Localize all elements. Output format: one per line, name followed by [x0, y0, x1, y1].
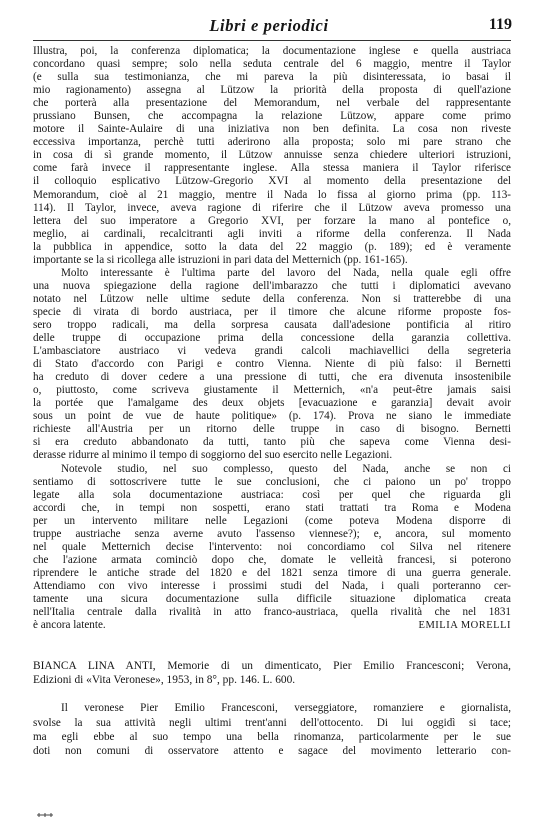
text-line: eccessiva importanza, perchè tutti aderirono alla proposta; solo mi pare strano che: [33, 136, 511, 149]
text-line: ha creduto di dover cedere a una pressione di tutti, che era divenuta insostenibile: [33, 371, 511, 384]
text-line: (e sulla sua testimonianza, che mi pareva la più disinteressata, io basai il: [33, 71, 511, 84]
text-line: delle truppe di occupazione prima della concessione della garanzia collettiva.: [33, 332, 511, 345]
text-line: accordi che, in tempi non sospetti, erano stati trattati tra Roma e Modena: [33, 501, 511, 514]
text-line: la pubblica in appendice, sotto la data del 22 maggio (p. 189); ed è veramente: [33, 240, 511, 253]
text-line: Molto interessante è l'ultima parte del lavoro del Nada, nella quale egli offre: [61, 266, 511, 279]
text-line: legate alla sola documentazione austriaca: così per quel che riguarda gli: [33, 488, 511, 501]
text-line: nel quale Metternich decise l'intervento: noi concordiamo col Silva nel ritenere: [33, 540, 511, 553]
page-body: [33, 45, 511, 758]
text-line: Notevole studio, nel suo complesso, questo del Nada, anche se non ci: [61, 462, 511, 475]
text-line: sentiamo di sottoscrivere tutte le sue conclusioni, che ci paiono un po' troppo: [33, 475, 511, 488]
text-line: notato nel Lützow nelle ultime sedute della conferenza. Non si tratterebbe di una: [33, 292, 511, 305]
text-line: sous un point de vue de haute politique» (p. 174). Prova ne siano le immediate: [33, 410, 511, 423]
text-line: lettera del suo imperatore a Gregorio XVI, per forzare la mano al pontefice o,: [33, 214, 511, 227]
review-anti: [33, 701, 511, 758]
text-line: in cosa di sì grande momento, il Lützow annuisse senza chiedere ulteriori istruzioni,: [33, 149, 511, 162]
text-line: che porterà alla presentazione del Memorandum, nel verbale del rappresentante: [33, 97, 511, 110]
text-line: di Stato d'accordo con Parigi e contro Vienna. Niente di più falso: il Bernetti: [33, 358, 511, 371]
text-line: per un intervento militare nelle Legazioni (come poteva Modena disporre di: [33, 514, 511, 527]
text-line: nell'Italia centrale dalla rivalità in atto franco-austriaca, quella rivalità che nel 1831: [33, 606, 511, 619]
text-line: Attendiamo con vivo interesse i prossimi studi del Nada, i quali porteranno cer-: [33, 579, 511, 592]
text-line: truppe austriache senza averne avuto l'assenso viennese?); e, ancora, sul momento: [33, 527, 511, 540]
text-line: importante se la si ricollega alle istruzioni in pari data del Metternich (pp. 161-165).: [33, 253, 408, 266]
text-line: derasse ridurre al minimo il tempo di soggiorno del suo esercito nelle Legazioni.: [33, 449, 393, 462]
text-line: Memorandum, cioè al 21 maggio, mentre il Nada lo fissa al giorno prima (pp. 113-: [33, 188, 511, 201]
text-line: la portée que l'amalgame des deux objets [evacuazione e garanzia] devait avoir: [33, 397, 511, 410]
text-line: 114). Il Taylor, invece, aveva ragione di riferire che il Lützow aveva promesso una: [33, 201, 511, 214]
biblio-line: BIANCA LINA ANTI, Memorie di un dimenticato, Pier Emilio Francesconi; Verona,: [33, 660, 511, 673]
running-title: Libri e periodici: [209, 16, 329, 35]
text-line: doti non comuni di osservatore attento e sagace del movimento letterario con-: [33, 744, 511, 757]
text-line: concordano quasi sempre; solo nella seduta centrale del 6 maggio, mentre il Taylor: [33, 58, 511, 71]
section-gap-small: [33, 687, 511, 701]
text-line: riprendere le antiche strade del 1820 e del 1821 senza timore di una guerra generale.: [33, 566, 511, 579]
text-line: sero troppo radicali, ma della sorpresa causata dall'adesione pontificia al ritiro: [33, 318, 511, 331]
text-line: Illustra, poi, la conferenza diplomatica; la documentazione inglese e quella austriaca: [33, 45, 511, 57]
text-line: L'ambasciatore austriaco vi vedeva grandi calcoli machiavellici della segreteria: [33, 345, 511, 358]
text-line: Il veronese Pier Emilio Francesconi, verseggiatore, romanziere e giornalista,: [61, 702, 511, 715]
biblio-line: Edizioni di «Vita Veronese», 1953, in 8°, pp. 146. L. 600.: [33, 673, 296, 686]
text-line: meglio, ai cardinali, recalcitranti agli inviti a riforme della conferenza. Il Nada: [33, 227, 511, 240]
text-line: svolse la sua attività negli ultimi trent'anni dell'ottocento. Di lui oggidì si tace;: [33, 716, 511, 729]
section-gap: [33, 632, 511, 660]
text-line: mio ragionamento) assegna al Lützow la priorità della proposta di quell'azione: [33, 84, 511, 97]
text-line: è ancora latente.: [33, 619, 106, 632]
text-line: motore il Sainte-Aulaire di una iniziativa non ben definita. La cosa non riveste: [33, 123, 511, 136]
text-line: specie di virata di bordo austriaca, per il timore che alcune riforme proposte fos-: [33, 305, 511, 318]
text-line: prussiano Bunsen, che accompagna la relazione Lützow, appare come primo: [33, 110, 511, 123]
text-line: che l'azione armata cominciò dopo che, domate le velleità francesi, si poterono: [33, 553, 511, 566]
text-line: una nuova spiegazione della ragione dell'imbarazzo che tutti i diplomatici avevano: [33, 279, 511, 292]
text-line: il colloquio esplicativo Lützow-Gregorio XVI al momento della presentazione del: [33, 175, 511, 188]
text-line: ma egli ebbe al suo tempo una bella rinomanza, particolarmente per le sue: [33, 730, 511, 743]
review-nada: [33, 45, 511, 632]
page-number: 119: [488, 16, 512, 33]
text-line: richieste all'Austria per un ritorno delle truppe in caso di bisogno. Bernetti: [33, 423, 511, 436]
text-line: come farà invece il rappresentante inglese. Alla stessa maniera il Taylor riferisce: [33, 162, 511, 175]
text-line: o, piuttosto, come scriveva giustamente il Metternich, «n'a peut-être jamais saisi: [33, 384, 511, 397]
text-line: tamente una sicura documentazione sulla difficile situazione diplomatica creata: [33, 592, 511, 605]
header-rule: [33, 40, 511, 41]
review-signature: EMILIA MORELLI: [418, 620, 511, 632]
printer-mark-icon: [36, 812, 54, 818]
bibliographic-entry: [33, 660, 511, 687]
text-line: si era creduto abbandonato da tutti, tanto più che sapeva come Vienna desi-: [33, 436, 511, 449]
page-header: [26, 16, 512, 36]
